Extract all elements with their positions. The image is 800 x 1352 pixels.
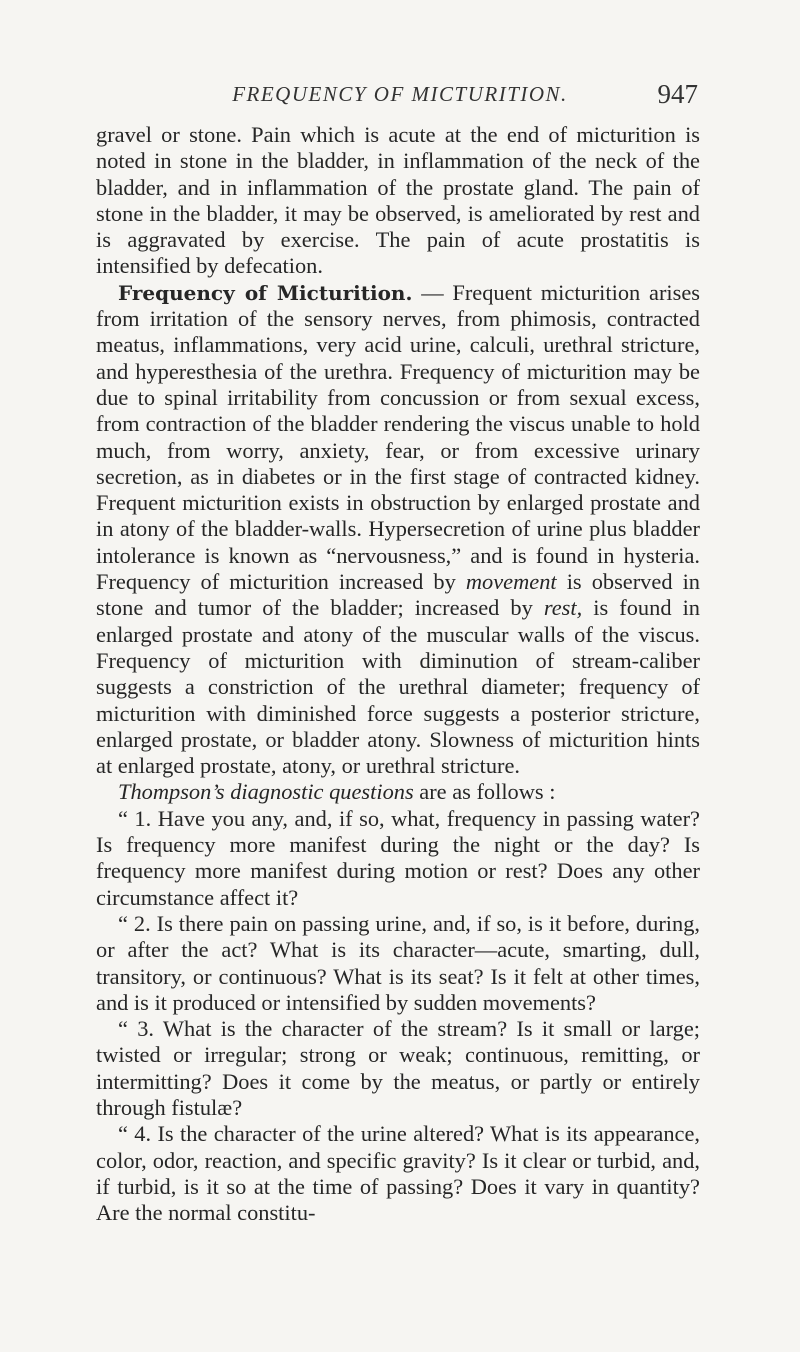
thompson-intro-rest: are as follows :: [413, 779, 556, 805]
running-title: FREQUENCY OF MICTURITION.: [232, 82, 568, 106]
frequency-text-a: Frequent micturition arises from irritation of the sensory nerves, from phimosis, contracted meatus, inflammations, very acid urine, calculi, urethral stricture, and hyperesthesia of the urethra. Frequency of micturition may be due to spinal irritability from concussion or from sexual excess, from contraction of the bladder rendering the viscus unable to hold much, from worry, anxiety, fear, or from excessive urinary secretion, as in diabetes or in the first stage of contracted kidney. Frequent micturition exists in obstruction by enlarged prostate and in atony of the bladder-walls. Hypersecretion of urine plus bladder intolerance is known as “nervousness,” and is found in hysteria. Frequency of micturition increased by: [96, 279, 700, 595]
question-1: “ 1. Have you any, and, if so, what, frequency in passing water? Is frequency more manifest during the night or the day? Is frequency more manifest during motion or rest? Does any other circumstance affect it?: [96, 805, 700, 910]
page-number: 947: [657, 79, 698, 109]
emphasis-rest: rest,: [543, 595, 583, 621]
question-3: “ 3. What is the character of the stream? Is it small or large; twisted or irregular; strong or weak; continuous, remitting, or intermitting? Does it come by the meatus, or partly or entirely through fistulæ?: [96, 1016, 700, 1120]
emphasis-movement: movement: [465, 569, 557, 595]
page-header: [0, 79, 800, 122]
section-heading: Frequency of Micturition.: [118, 280, 413, 305]
heading-dash: —: [412, 279, 453, 305]
question-2: “ 2. Is there pain on passing urine, and, if so, is it before, during, or after the act? What is its character—acute, smarting, dull, transitory, or continuous? What is its seat? Is it felt at other times, and is it produced or intensified by sudden movements?: [96, 910, 700, 1015]
paragraph-stone-pain: gravel or stone. Pain which is acute at the end of micturition is noted in stone in the bladder, in inflammation of the neck of the bladder, and in inflammation of the prostate gland. The pain of stone in the bladder, it may be observed, is ameliorated by rest and is aggravated by exercise. The pain of acute prostatitis is intensified by defecation.: [96, 122, 700, 279]
frequency-text-c: is found in enlarged prostate and atony of the muscular walls of the viscus. Frequency of micturition with diminution of stream-caliber suggests a constriction of the urethral diameter; frequency of micturition with diminished force suggests a posterior stricture, enlarged prostate, or bladder atony. Slowness of micturition hints at enlarged prostate, atony, or urethral stricture.: [96, 595, 700, 779]
thompson-title: Thompson’s diagnostic questions: [118, 779, 414, 805]
paragraph-frequency: [96, 280, 700, 780]
question-4: “ 4. Is the character of the urine altered? What is its appearance, color, odor, reaction, and specific gravity? Is it clear or turbid, and, if turbid, is it so at the time of passing? Does it vary in quantity? Are the normal constitu-: [96, 1121, 700, 1226]
body-text: [96, 122, 700, 1226]
frequency-text-b: is observed in stone and tumor of the bladder; increased by: [96, 569, 700, 621]
paragraph-thompson-intro: [96, 779, 700, 805]
